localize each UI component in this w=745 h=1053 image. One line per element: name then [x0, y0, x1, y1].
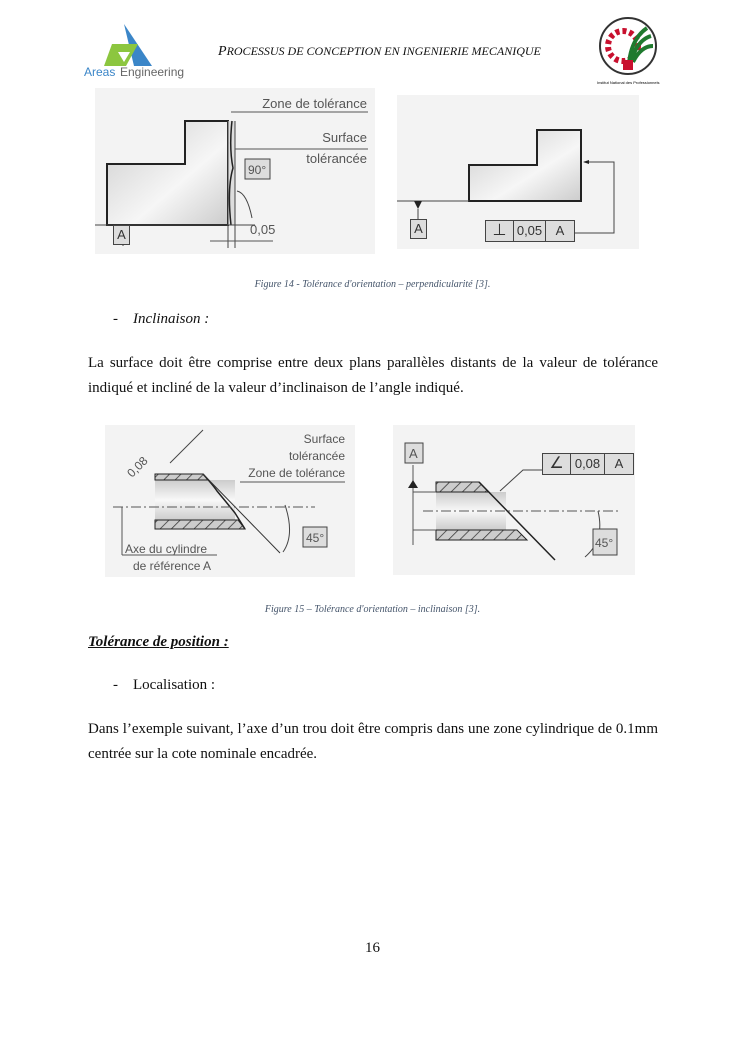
tolerance-value: 0,05: [514, 221, 546, 241]
feature-control-frame: [485, 220, 575, 242]
svg-text:tolérancée: tolérancée: [288, 449, 345, 463]
bullet-localisation: Localisation :: [133, 677, 216, 693]
svg-text:de référence A: de référence A: [133, 559, 212, 573]
svg-text:Engineering: Engineering: [120, 65, 185, 79]
areas-engineering-logo: [82, 22, 202, 80]
svg-text:tolérancée: tolérancée: [306, 151, 367, 166]
svg-text:0,05: 0,05: [250, 222, 276, 237]
bullet-inclinaison: Inclinaison :: [133, 311, 210, 327]
perpendicularity-symbol: ⊥: [486, 221, 514, 241]
svg-text:45°: 45°: [595, 536, 614, 550]
svg-text:Axe du cylindre: Axe du cylindre: [125, 542, 208, 556]
svg-text:Surface: Surface: [303, 432, 345, 446]
figure-14-perpendicularity-right: [397, 95, 639, 254]
svg-text:Zone de tolérance: Zone de tolérance: [262, 96, 367, 111]
svg-text:Institut National des Professi: Institut National des Professionnels: [597, 80, 660, 85]
paragraph-inclinaison: La surface doit être comprise entre deux plans parallèles distants de la valeur de tolérance indiqué et incliné de la valeur d’inclinaison de l’angle indiqué.: [88, 355, 658, 396]
svg-text:45°: 45°: [306, 531, 325, 545]
figure-14-perpendicularity-left: [95, 88, 375, 259]
svg-text:Surface: Surface: [322, 130, 367, 145]
svg-text:0,08: 0,08: [124, 453, 151, 481]
angularity-symbol: ∠: [543, 454, 571, 474]
svg-text:A: A: [409, 446, 418, 461]
svg-text:Areas: Areas: [84, 65, 116, 79]
datum-reference: A: [555, 223, 565, 238]
datum-reference: A: [614, 456, 624, 471]
paragraph-localisation: Dans l’exemple suivant, l’axe d’un trou doit être compris dans une zone cylindrique de 0.1mm centrée sur la cote nominale encadrée.: [88, 721, 658, 762]
feature-control-frame: [542, 453, 634, 475]
section-heading-position-tolerance: Tolérance de position :: [88, 634, 229, 650]
svg-text:90°: 90°: [248, 163, 267, 177]
svg-text:Zone de tolérance: Zone de tolérance: [248, 466, 345, 480]
figure-15-inclination-right: [393, 425, 635, 580]
datum-a-label: A: [113, 225, 130, 245]
figure-15-inclination-left: [105, 425, 355, 582]
figure-14-caption: Figure 14 - Tolérance d'orientation – perpendicularité [3].: [254, 279, 491, 290]
datum-a-label: A: [410, 219, 427, 239]
tolerance-value: 0,08: [571, 454, 605, 474]
bullet-dash: -: [113, 677, 118, 693]
figure-15-caption: Figure 15 – Tolérance d'orientation – inclinaison [3].: [264, 604, 481, 615]
page-number: 16: [365, 940, 380, 956]
bullet-dash: -: [113, 311, 118, 327]
institute-logo: [595, 14, 661, 86]
header-title: PROCESSUS DE CONCEPTION EN INGENIERIE MECANIQUE: [218, 44, 541, 59]
